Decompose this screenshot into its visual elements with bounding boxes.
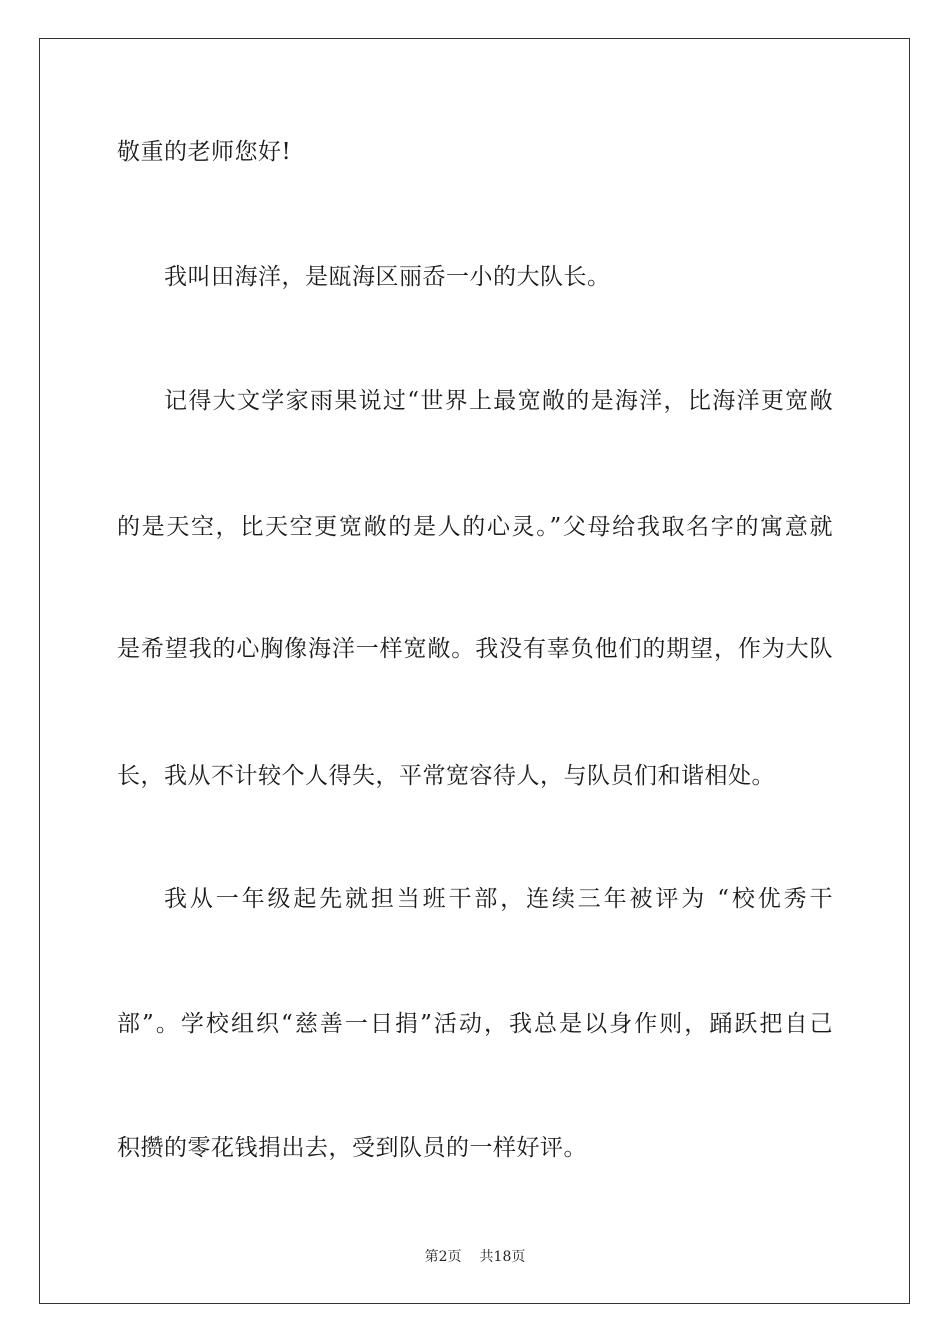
paragraph-line: 部”。学校组织“慈善一日捐”活动，我总是以身作则，踊跃把自己 [117,1011,833,1037]
page-border [39,38,910,1304]
paragraph-line: 长，我从不计较个人得失，平常宽容待人，与队员们和谐相处。 [117,763,775,789]
paragraph-line: 的是天空，比天空更宽敞的是人的心灵。”父母给我取名字的寓意就 [117,514,833,540]
paragraph-line: 我叫田海洋，是瓯海区丽岙一小的大队长。 [164,264,611,290]
paragraph-line: 我从一年级起先就担当班干部，连续三年被评为 “校优秀干 [164,886,833,912]
page-total: 共18页 [479,1249,526,1265]
paragraph-line: 是希望我的心胸像海洋一样宽敞。我没有辜负他们的期望，作为大队 [117,636,833,662]
paragraph-line: 记得大文学家雨果说过“世界上最宽敞的是海洋，比海洋更宽敞 [164,388,833,414]
page-footer [0,1248,950,1266]
page-number: 第2页 [424,1249,462,1265]
salutation-line: 敬重的老师您好! [117,139,292,165]
paragraph-line: 积攒的零花钱捐出去，受到队员的一样好评。 [117,1135,587,1161]
